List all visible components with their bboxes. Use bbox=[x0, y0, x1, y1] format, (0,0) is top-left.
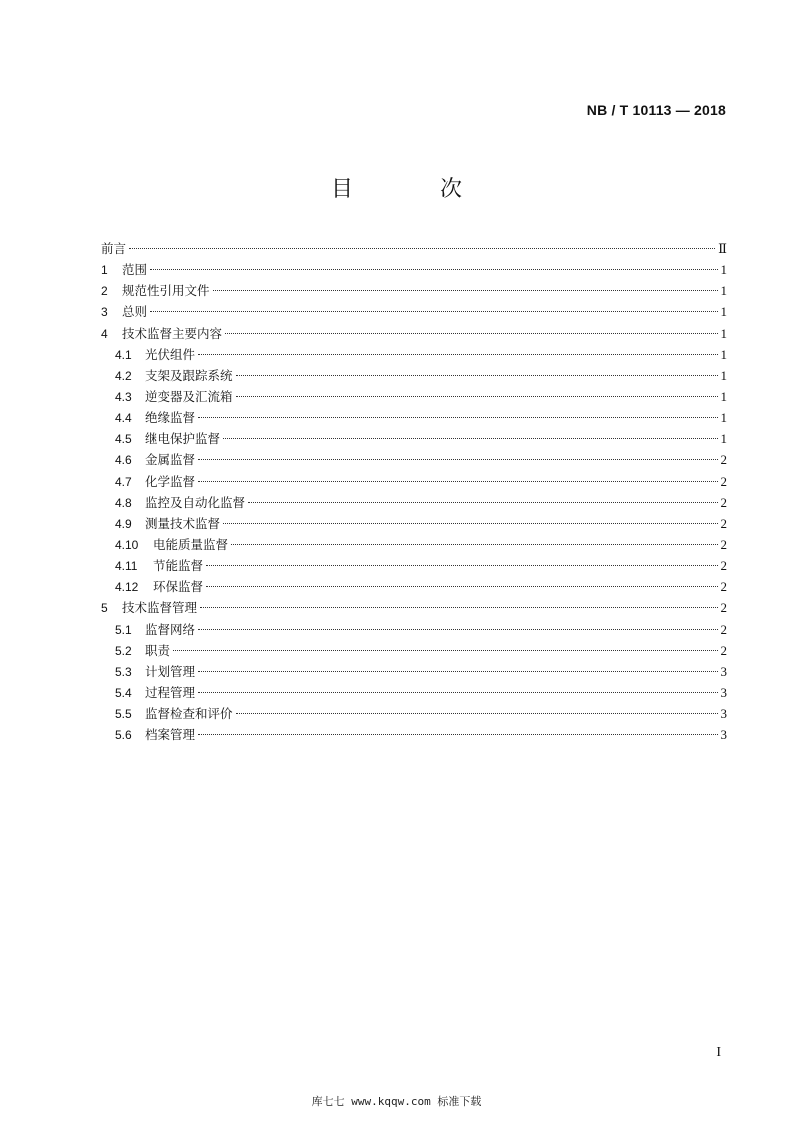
toc-entry-label: 电能质量监督 bbox=[153, 536, 229, 552]
toc-dot-leader bbox=[213, 290, 718, 291]
toc-entry-number: 5.3 bbox=[115, 664, 132, 679]
toc-entry-label: 计划管理 bbox=[145, 663, 196, 679]
toc-entry-number: 4 bbox=[101, 326, 108, 341]
toc-entry[interactable] bbox=[101, 407, 727, 428]
toc-entry-number: 4.9 bbox=[115, 516, 132, 531]
toc-entry-label: 支架及跟踪系统 bbox=[145, 367, 233, 383]
toc-entry[interactable] bbox=[101, 724, 727, 745]
toc-dot-leader bbox=[150, 311, 717, 312]
toc-entry-number: 5.2 bbox=[115, 643, 132, 658]
toc-entry[interactable] bbox=[101, 513, 727, 534]
toc-entry[interactable] bbox=[101, 703, 727, 724]
toc-dot-leader bbox=[198, 692, 717, 693]
toc-entry-label: 金属监督 bbox=[145, 452, 196, 468]
toc-entry-label: 光伏组件 bbox=[145, 346, 196, 362]
toc-entry-number: 4.7 bbox=[115, 474, 132, 489]
document-number: NB / T 10113 — 2018 bbox=[586, 102, 726, 118]
toc-entry[interactable] bbox=[101, 301, 727, 322]
toc-entry-page: 2 bbox=[720, 515, 727, 531]
toc-entry-number: 5.1 bbox=[115, 622, 132, 637]
toc-entry[interactable] bbox=[101, 238, 727, 259]
toc-entry-label: 技术监督主要内容 bbox=[122, 325, 223, 341]
toc-entry-number: 4.3 bbox=[115, 389, 132, 404]
toc-dot-leader bbox=[225, 333, 717, 334]
toc-dot-leader bbox=[236, 713, 718, 714]
toc-dot-leader bbox=[198, 417, 717, 418]
toc-entry-page: 2 bbox=[720, 642, 727, 658]
toc-entry[interactable] bbox=[101, 661, 727, 682]
toc-entry-number: 4.6 bbox=[115, 453, 132, 468]
toc-dot-leader bbox=[198, 459, 717, 460]
toc-entry-page: 2 bbox=[720, 536, 727, 552]
download-watermark: 库七七 www.kqqw.com 标准下载 bbox=[311, 1095, 482, 1108]
toc-entry-label: 范围 bbox=[122, 262, 148, 278]
toc-dot-leader bbox=[129, 248, 715, 249]
toc-entry-number: 4.12 bbox=[115, 580, 139, 595]
toc-entry[interactable] bbox=[101, 576, 727, 597]
page-title: 目 次 bbox=[331, 177, 502, 202]
toc-entry-page: 1 bbox=[720, 367, 727, 383]
toc-entry-number: 3 bbox=[101, 305, 108, 320]
toc-entry-number: 4.8 bbox=[115, 495, 132, 510]
toc-entry[interactable] bbox=[101, 280, 727, 301]
toc-entry-number: 2 bbox=[101, 284, 108, 299]
toc-entry-label: 继电保护监督 bbox=[145, 431, 221, 447]
toc-entry-label: 前言 bbox=[101, 241, 127, 256]
toc-entry-page: 1 bbox=[720, 325, 727, 341]
toc-entry-page: 1 bbox=[720, 410, 727, 426]
toc-entry-number: 4.1 bbox=[115, 347, 132, 362]
toc-entry-number: 4.10 bbox=[115, 537, 139, 552]
toc-entry-page: 1 bbox=[720, 431, 727, 447]
toc-entry-page: 3 bbox=[720, 727, 727, 743]
toc-entry[interactable] bbox=[101, 619, 727, 640]
toc-entry-page: 1 bbox=[720, 304, 727, 320]
toc-entry-label: 环保监督 bbox=[153, 579, 204, 595]
toc-entry-number: 5 bbox=[101, 601, 108, 616]
toc-entry-label: 总则 bbox=[122, 304, 148, 320]
toc-entry-number: 4.4 bbox=[115, 411, 132, 426]
toc-dot-leader bbox=[236, 375, 718, 376]
toc-entry[interactable] bbox=[101, 323, 727, 344]
toc-entry[interactable] bbox=[101, 365, 727, 386]
toc-entry-label: 职责 bbox=[145, 642, 171, 658]
toc-entry-page: 3 bbox=[720, 663, 727, 679]
toc-entry[interactable] bbox=[101, 471, 727, 492]
toc-entry-page: 3 bbox=[720, 706, 727, 722]
toc-entry-page: 2 bbox=[720, 452, 727, 468]
toc-entry-page: 2 bbox=[720, 558, 727, 574]
toc-entry-page: 1 bbox=[720, 388, 727, 404]
toc-dot-leader bbox=[198, 671, 717, 672]
toc-dot-leader bbox=[248, 502, 717, 503]
toc-entry[interactable] bbox=[101, 344, 727, 365]
toc-entry[interactable] bbox=[101, 640, 727, 661]
toc-dot-leader bbox=[231, 544, 717, 545]
toc-entry-page: 3 bbox=[720, 684, 727, 700]
toc-entry-page: 2 bbox=[720, 600, 727, 616]
toc-entry-label: 节能监督 bbox=[153, 558, 204, 574]
toc-dot-leader bbox=[198, 629, 717, 630]
toc-entry[interactable] bbox=[101, 534, 727, 555]
toc-entry[interactable] bbox=[101, 555, 727, 576]
toc-entry[interactable] bbox=[101, 682, 727, 703]
toc-dot-leader bbox=[206, 586, 717, 587]
toc-entry-number: 4.5 bbox=[115, 432, 132, 447]
toc-entry[interactable] bbox=[101, 386, 727, 407]
toc-entry-page: 2 bbox=[720, 494, 727, 510]
toc-entry[interactable] bbox=[101, 428, 727, 449]
toc-dot-leader bbox=[198, 481, 717, 482]
page-number: I bbox=[716, 1045, 721, 1060]
toc-entry-label: 监控及自动化监督 bbox=[145, 494, 246, 510]
toc-dot-leader bbox=[223, 523, 717, 524]
toc-entry-number: 5.5 bbox=[115, 707, 132, 722]
toc-dot-leader bbox=[173, 650, 717, 651]
toc-entry-page: 1 bbox=[720, 283, 727, 299]
toc-entry-page: 1 bbox=[720, 346, 727, 362]
toc-entry-label: 规范性引用文件 bbox=[122, 283, 210, 299]
toc-dot-leader bbox=[200, 607, 717, 608]
toc-entry-label: 绝缘监督 bbox=[145, 410, 196, 426]
toc-dot-leader bbox=[150, 269, 717, 270]
toc-entry-label: 测量技术监督 bbox=[145, 515, 221, 531]
toc-entry-number: 4.2 bbox=[115, 368, 132, 383]
toc-dot-leader bbox=[236, 396, 718, 397]
toc-entry-label: 档案管理 bbox=[145, 727, 196, 743]
toc-entry-label: 逆变器及汇流箱 bbox=[145, 388, 233, 404]
toc-dot-leader bbox=[206, 565, 717, 566]
table-of-contents bbox=[101, 238, 727, 745]
toc-entry-number: 5.6 bbox=[115, 728, 132, 743]
toc-entry[interactable] bbox=[101, 449, 727, 470]
toc-entry-page: 2 bbox=[720, 621, 727, 637]
toc-entry[interactable] bbox=[101, 492, 727, 513]
toc-dot-leader bbox=[198, 734, 717, 735]
toc-entry-number: 5.4 bbox=[115, 685, 132, 700]
toc-entry-page: 1 bbox=[720, 262, 727, 278]
toc-entry-label: 监督检查和评价 bbox=[145, 706, 233, 722]
toc-entry[interactable] bbox=[101, 597, 727, 618]
toc-entry-label: 监督网络 bbox=[145, 621, 196, 637]
toc-entry[interactable] bbox=[101, 259, 727, 280]
toc-entry-number: 4.11 bbox=[115, 559, 138, 574]
toc-dot-leader bbox=[223, 438, 717, 439]
toc-dot-leader bbox=[198, 354, 717, 355]
toc-entry-number: 1 bbox=[101, 263, 108, 278]
toc-entry-page: 2 bbox=[720, 473, 727, 489]
toc-entry-page: 2 bbox=[720, 579, 727, 595]
toc-entry-label: 过程管理 bbox=[145, 684, 196, 700]
toc-entry-page: Ⅱ bbox=[718, 241, 727, 256]
toc-entry-label: 化学监督 bbox=[145, 473, 196, 489]
toc-entry-label: 技术监督管理 bbox=[122, 600, 198, 616]
